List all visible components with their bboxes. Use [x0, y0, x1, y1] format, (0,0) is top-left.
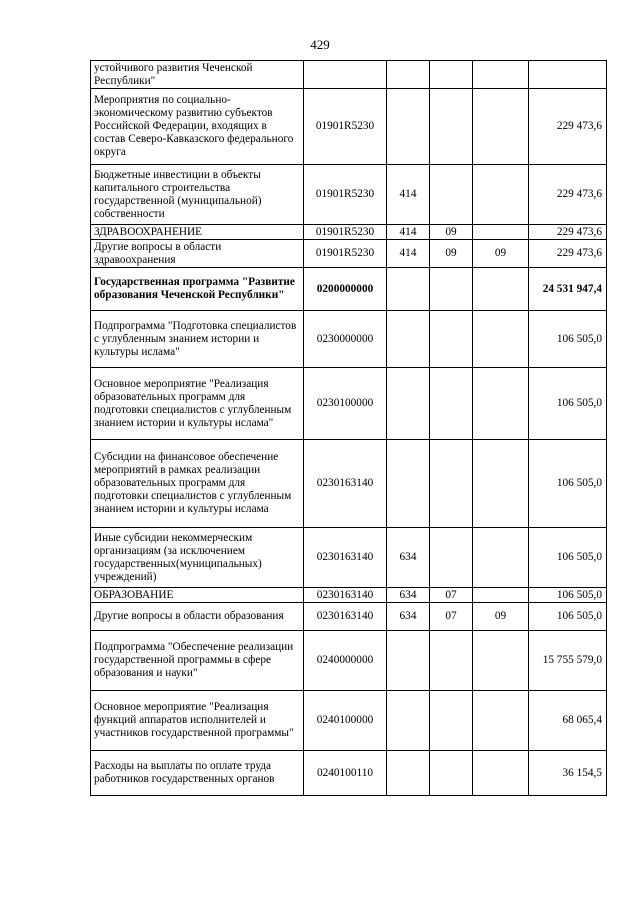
cell-name: Мероприятия по социально-экономическому развитию субъектов Российской Федерации, входящих в состав Северо-Кавказского федерального округа	[91, 89, 304, 165]
cell-target-code: 0230100000	[304, 368, 387, 440]
cell-section	[430, 165, 473, 225]
cell-target-code: 0240000000	[304, 631, 387, 691]
cell-expense-type: 634	[387, 588, 430, 603]
cell-name: Субсидии на финансовое обеспечение мероприятий в рамках реализации образовательных программ для подготовки специалистов с углубленным знанием истории и культуры ислама	[91, 440, 304, 528]
cell-expense-type: 634	[387, 603, 430, 631]
cell-amount: 229 473,6	[529, 240, 607, 268]
cell-subsection	[473, 588, 529, 603]
cell-target-code: 0230163140	[304, 588, 387, 603]
table-row	[91, 89, 607, 165]
cell-amount: 24 531 947,4	[529, 268, 607, 311]
cell-expense-type	[387, 751, 430, 796]
cell-name: Другие вопросы в области здравоохранения	[91, 240, 304, 268]
cell-subsection	[473, 311, 529, 368]
cell-subsection	[473, 751, 529, 796]
cell-section	[430, 61, 473, 89]
cell-target-code: 01901R5230	[304, 240, 387, 268]
cell-target-code: 0230163140	[304, 528, 387, 588]
budget-table-body	[91, 61, 607, 796]
cell-name: Подпрограмма "Подготовка специалистов с углубленным знанием истории и культуры ислама"	[91, 311, 304, 368]
cell-section: 07	[430, 603, 473, 631]
cell-section	[430, 368, 473, 440]
cell-subsection: 09	[473, 603, 529, 631]
cell-subsection	[473, 165, 529, 225]
cell-amount: 106 505,0	[529, 440, 607, 528]
cell-amount: 229 473,6	[529, 89, 607, 165]
cell-target-code: 0230163140	[304, 440, 387, 528]
cell-amount: 229 473,6	[529, 225, 607, 240]
cell-target-code: 0230000000	[304, 311, 387, 368]
cell-section: 09	[430, 240, 473, 268]
cell-section: 07	[430, 588, 473, 603]
cell-subsection	[473, 691, 529, 751]
cell-target-code: 0240100110	[304, 751, 387, 796]
cell-amount: 68 065,4	[529, 691, 607, 751]
cell-section	[430, 89, 473, 165]
cell-amount	[529, 61, 607, 89]
cell-name: Государственная программа "Развитие образования Чеченской Республики"	[91, 268, 304, 311]
cell-amount: 15 755 579,0	[529, 631, 607, 691]
cell-name: Иные субсидии некоммерческим организациям (за исключением государственных(муниципальных) учреждений)	[91, 528, 304, 588]
table-row	[91, 631, 607, 691]
cell-expense-type	[387, 89, 430, 165]
cell-section	[430, 751, 473, 796]
cell-section	[430, 268, 473, 311]
cell-name: Основное мероприятие "Реализация функций аппаратов исполнителей и участников государственной программы"	[91, 691, 304, 751]
cell-section	[430, 528, 473, 588]
cell-subsection	[473, 225, 529, 240]
cell-name: устойчивого развития Чеченской Республики"	[91, 61, 304, 89]
cell-target-code: 01901R5230	[304, 165, 387, 225]
cell-target-code: 01901R5230	[304, 89, 387, 165]
cell-expense-type: 414	[387, 165, 430, 225]
page-number: 429	[310, 37, 330, 52]
table-row	[91, 751, 607, 796]
cell-subsection	[473, 631, 529, 691]
cell-name: Другие вопросы в области образования	[91, 603, 304, 631]
cell-name: Основное мероприятие "Реализация образовательных программ для подготовки специалистов с углубленным знанием истории и культуры ислама"	[91, 368, 304, 440]
cell-amount: 229 473,6	[529, 165, 607, 225]
budget-table	[90, 60, 607, 796]
cell-subsection: 09	[473, 240, 529, 268]
cell-section	[430, 691, 473, 751]
cell-section: 09	[430, 225, 473, 240]
table-row	[91, 691, 607, 751]
table-row	[91, 165, 607, 225]
table-row	[91, 61, 607, 89]
cell-subsection	[473, 368, 529, 440]
cell-expense-type: 414	[387, 240, 430, 268]
cell-expense-type	[387, 691, 430, 751]
cell-amount: 106 505,0	[529, 528, 607, 588]
table-row	[91, 311, 607, 368]
cell-amount: 106 505,0	[529, 588, 607, 603]
cell-amount: 106 505,0	[529, 368, 607, 440]
cell-name: Расходы на выплаты по оплате труда работников государственных органов	[91, 751, 304, 796]
table-row	[91, 440, 607, 528]
cell-amount: 106 505,0	[529, 603, 607, 631]
cell-target-code: 0240100000	[304, 691, 387, 751]
cell-section	[430, 631, 473, 691]
table-row	[91, 528, 607, 588]
table-row	[91, 268, 607, 311]
table-row	[91, 240, 607, 268]
cell-name: ЗДРАВООХРАНЕНИЕ	[91, 225, 304, 240]
cell-expense-type	[387, 440, 430, 528]
cell-target-code	[304, 61, 387, 89]
cell-expense-type	[387, 61, 430, 89]
cell-expense-type	[387, 311, 430, 368]
cell-name: Бюджетные инвестиции в объекты капитального строительства государственной (муниципальной) собственности	[91, 165, 304, 225]
cell-expense-type: 634	[387, 528, 430, 588]
cell-subsection	[473, 440, 529, 528]
cell-amount: 36 154,5	[529, 751, 607, 796]
cell-section	[430, 440, 473, 528]
cell-subsection	[473, 61, 529, 89]
cell-expense-type: 414	[387, 225, 430, 240]
cell-target-code: 01901R5230	[304, 225, 387, 240]
cell-target-code: 0200000000	[304, 268, 387, 311]
cell-subsection	[473, 89, 529, 165]
cell-name: Подпрограмма "Обеспечение реализации государственной программы в сфере образования и науки"	[91, 631, 304, 691]
cell-expense-type	[387, 631, 430, 691]
table-row	[91, 588, 607, 603]
cell-section	[430, 311, 473, 368]
cell-expense-type	[387, 268, 430, 311]
cell-subsection	[473, 528, 529, 588]
cell-target-code: 0230163140	[304, 603, 387, 631]
table-row	[91, 368, 607, 440]
table-row	[91, 225, 607, 240]
cell-subsection	[473, 268, 529, 311]
cell-amount: 106 505,0	[529, 311, 607, 368]
cell-expense-type	[387, 368, 430, 440]
cell-name: ОБРАЗОВАНИЕ	[91, 588, 304, 603]
table-row	[91, 603, 607, 631]
